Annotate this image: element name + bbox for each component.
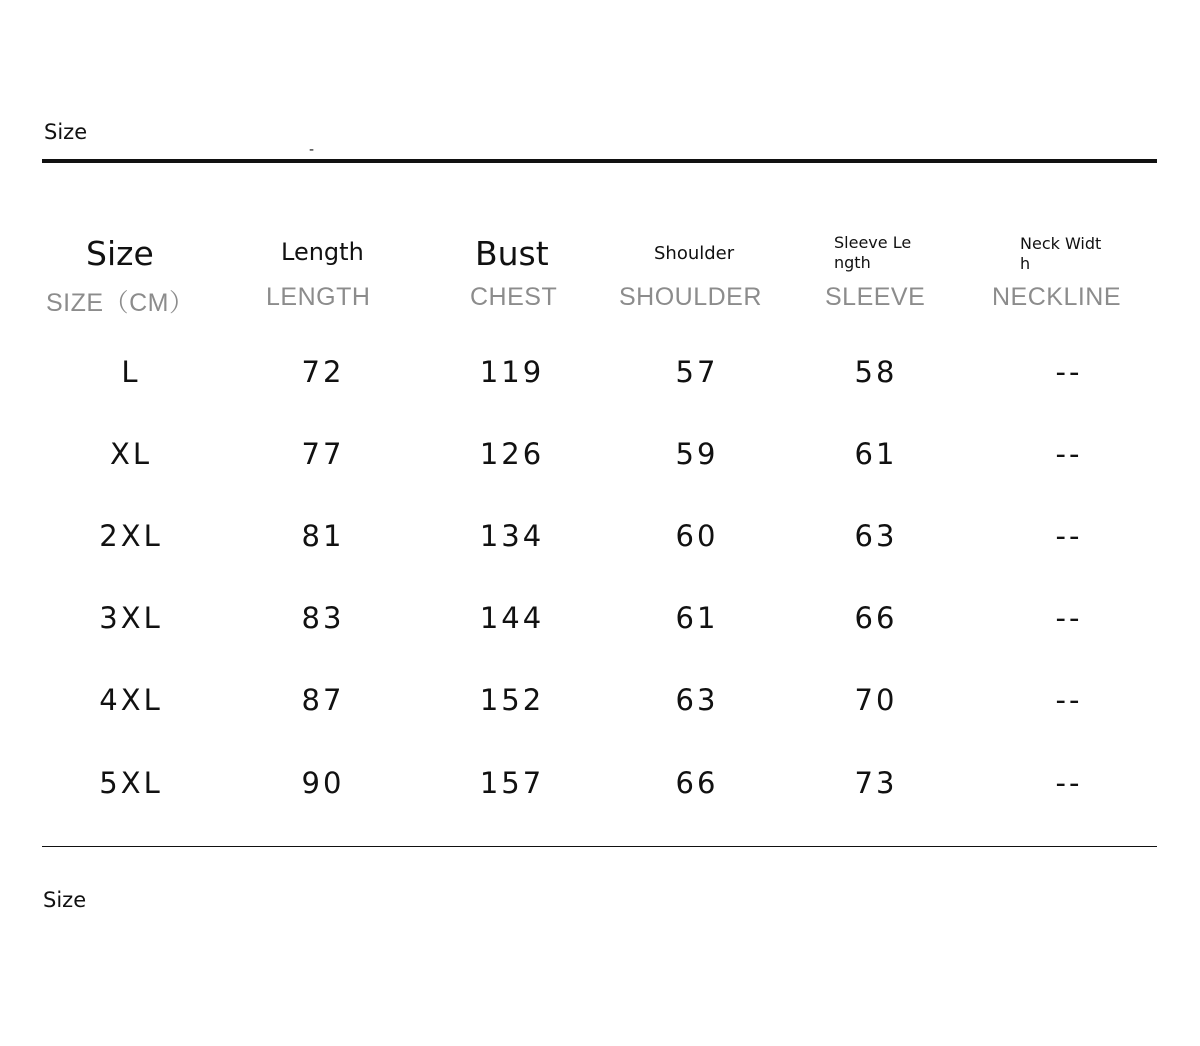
cell-sleeve: 63 [854, 519, 898, 553]
cell-size: 3XL [99, 601, 163, 635]
table-row [0, 601, 1200, 651]
cell-shoulder: 57 [675, 355, 719, 389]
cell-length: 81 [301, 519, 345, 553]
cell-sleeve: 70 [854, 683, 898, 717]
cell-length: 87 [301, 683, 345, 717]
cell-size: 2XL [99, 519, 163, 553]
cell-neck: -- [1055, 437, 1083, 471]
cell-neck: -- [1055, 683, 1083, 717]
header-bust: Bust [475, 234, 549, 273]
cell-length: 77 [301, 437, 345, 471]
cell-shoulder: 60 [675, 519, 719, 553]
cell-bust: 119 [479, 355, 545, 389]
top-dash-mark: - [309, 142, 315, 158]
subheader-length: LENGTH [266, 283, 371, 311]
cell-bust: 157 [479, 766, 545, 800]
cell-size: 5XL [99, 766, 163, 800]
header-length: Length [281, 238, 364, 266]
subheader-sleeve: SLEEVE [825, 283, 926, 311]
table-row [0, 519, 1200, 569]
subheader-neckline: NECKLINE [992, 283, 1122, 311]
header-sleeve-length: Sleeve Length [834, 233, 912, 272]
cell-size: XL [109, 437, 153, 471]
subheader-shoulder: SHOULDER [619, 283, 762, 311]
table-row [0, 766, 1200, 816]
cell-sleeve: 66 [854, 601, 898, 635]
cell-sleeve: 73 [854, 766, 898, 800]
cell-shoulder: 66 [675, 766, 719, 800]
cell-neck: -- [1055, 519, 1083, 553]
cell-sleeve: 58 [854, 355, 898, 389]
cell-shoulder: 59 [675, 437, 719, 471]
header-size: Size [86, 234, 154, 273]
cell-sleeve: 61 [854, 437, 898, 471]
cell-bust: 134 [479, 519, 545, 553]
cell-shoulder: 63 [675, 683, 719, 717]
bottom-size-label: Size [43, 888, 87, 912]
header-neck-width: Neck Width [1020, 234, 1102, 273]
header-shoulder: Shoulder [654, 243, 735, 264]
cell-neck: -- [1055, 766, 1083, 800]
subheader-size-cm: SIZE（CM） [46, 289, 195, 317]
table-row [0, 355, 1200, 405]
cell-neck: -- [1055, 601, 1083, 635]
cell-length: 83 [301, 601, 345, 635]
cell-length: 72 [301, 355, 345, 389]
cell-neck: -- [1055, 355, 1083, 389]
subheader-chest: CHEST [470, 283, 558, 311]
cell-bust: 152 [479, 683, 545, 717]
top-divider [42, 159, 1157, 163]
cell-size: L [121, 355, 141, 389]
bottom-divider [42, 846, 1157, 847]
cell-size: 4XL [99, 683, 163, 717]
cell-shoulder: 61 [675, 601, 719, 635]
cell-bust: 144 [479, 601, 545, 635]
top-size-label: Size [44, 120, 88, 144]
table-row [0, 437, 1200, 487]
cell-length: 90 [301, 766, 345, 800]
table-row [0, 683, 1200, 733]
cell-bust: 126 [479, 437, 545, 471]
